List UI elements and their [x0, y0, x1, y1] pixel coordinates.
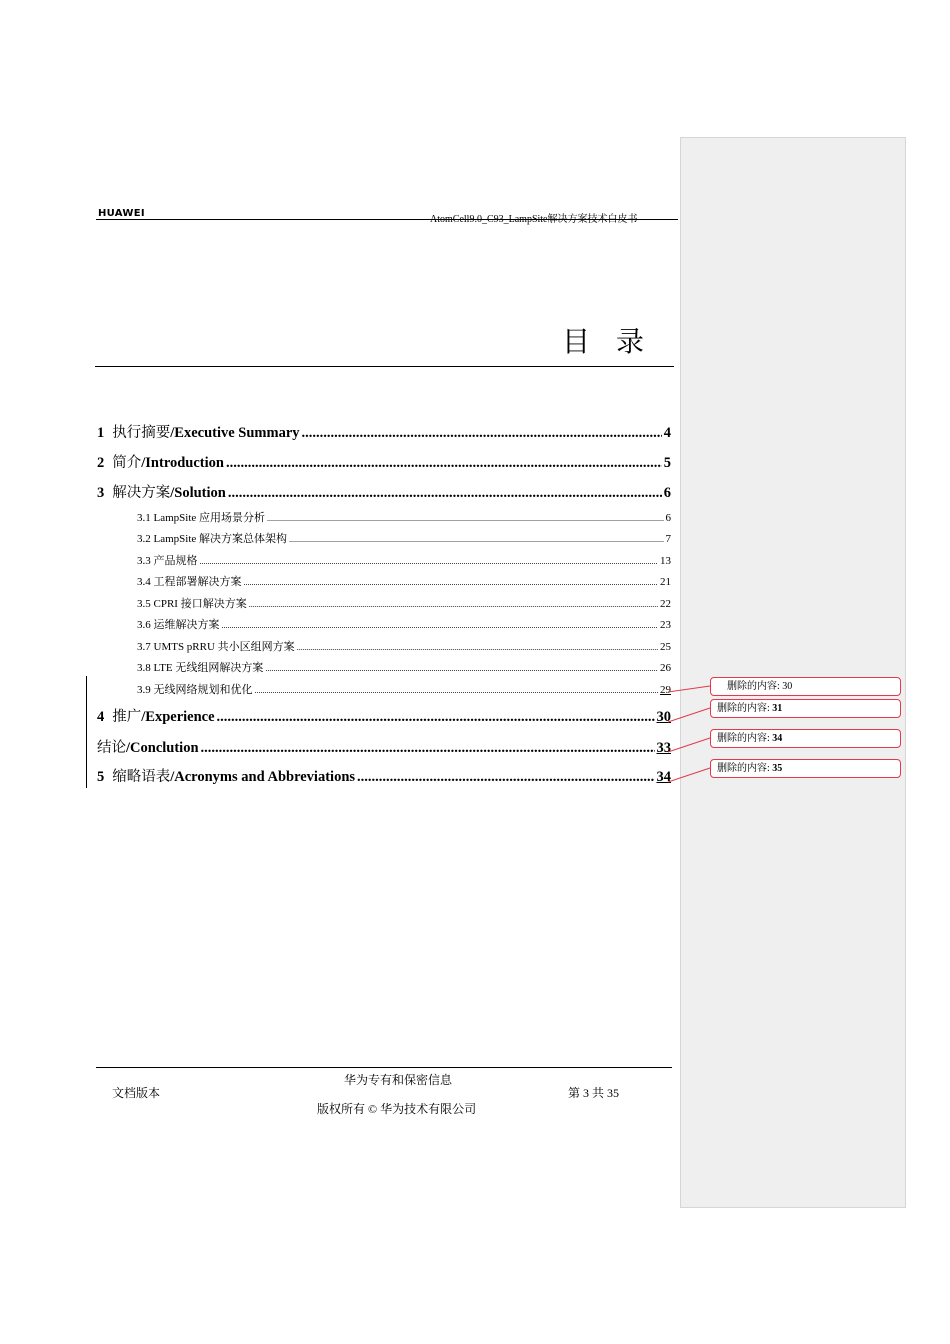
footer-copyright: 版权所有 © 华为技术有限公司 — [317, 1102, 477, 1116]
comment-balloon[interactable]: 删除的内容: 31 — [710, 699, 901, 718]
toc-page: 7 — [665, 533, 671, 545]
toc-entry-3-1[interactable]: 3.1 LampSite 应用场景分析 ..... 6 — [137, 509, 671, 525]
footer-page-number: 第 3 共 35 — [568, 1086, 620, 1100]
toc-entry-3-5[interactable]: 3.5 CPRI 接口解决方案 ..... 22 — [137, 595, 671, 611]
toc-entry-3-6[interactable]: 3.6 运维解决方案 ..... 23 — [137, 616, 671, 632]
toc-page: 34 — [656, 769, 671, 785]
toc-entry-1[interactable]: 1 执行摘要 /Executive Summary ..... 4 — [97, 421, 671, 442]
toc-entry-3-9[interactable]: 3.9 无线网络规划和优化 ..... 29 — [137, 681, 671, 697]
header-rule — [96, 219, 678, 220]
comment-balloon[interactable]: 删除的内容: 34 — [710, 729, 901, 748]
header-doc-title — [430, 210, 638, 225]
connector-line — [668, 708, 710, 722]
toc-entry-conclusion[interactable]: 结论 /Conclution ..... 33 — [97, 736, 671, 757]
comment-balloon[interactable]: 删除的内容: 30 — [710, 677, 901, 696]
toc-page: 5 — [663, 455, 671, 471]
connector-line — [668, 738, 710, 752]
toc-page: 29 — [660, 684, 671, 696]
toc-page: 26 — [660, 662, 671, 674]
toc-page: 4 — [663, 425, 671, 441]
huawei-logo: HUAWEI — [98, 208, 145, 219]
footer-rule — [96, 1067, 672, 1068]
toc-entry-2[interactable]: 2 简介 /Introduction ..... 5 — [97, 451, 671, 472]
toc-page: 21 — [660, 576, 671, 588]
toc-entry-3-4[interactable]: 3.4 工程部署解决方案 ..... 21 — [137, 573, 671, 589]
toc-entry-5[interactable]: 5 缩略语表 /Acronyms and Abbreviations ..... 34 — [97, 765, 671, 786]
toc-entry-3[interactable]: 3 解决方案 /Solution ..... 6 — [97, 481, 671, 502]
toc-page: 25 — [660, 641, 671, 653]
connector-line — [668, 768, 710, 782]
change-bar — [86, 676, 87, 788]
toc-entry-3-3[interactable]: 3.3 产品规格 ..... 13 — [137, 552, 671, 568]
heading-rule — [95, 366, 674, 367]
toc-page: 6 — [663, 485, 671, 501]
toc-entry-3-2[interactable]: 3.2 LampSite 解决方案总体架构 ..... 7 — [137, 530, 671, 546]
footer-confidential: 华为专有和保密信息 — [344, 1073, 453, 1087]
toc-page: 23 — [660, 619, 671, 631]
toc-page: 13 — [660, 555, 671, 567]
toc-page: 33 — [656, 740, 671, 756]
toc-heading: 目录 — [561, 325, 670, 358]
comment-balloon[interactable]: 删除的内容: 35 — [710, 759, 901, 778]
toc-page: 30 — [656, 709, 671, 725]
toc-entry-3-7[interactable]: 3.7 UMTS pRRU 共小区组网方案 ..... 25 — [137, 638, 671, 654]
toc-entry-4[interactable]: 4 推广 /Experience ..... 30 — [97, 705, 671, 726]
toc-entry-3-8[interactable]: 3.8 LTE 无线组网解决方案 ..... 26 — [137, 659, 671, 675]
connector-line — [668, 686, 710, 692]
footer-doc-version: 文档版本 — [112, 1086, 161, 1100]
toc-page: 6 — [665, 512, 671, 524]
toc-page: 22 — [660, 598, 671, 610]
